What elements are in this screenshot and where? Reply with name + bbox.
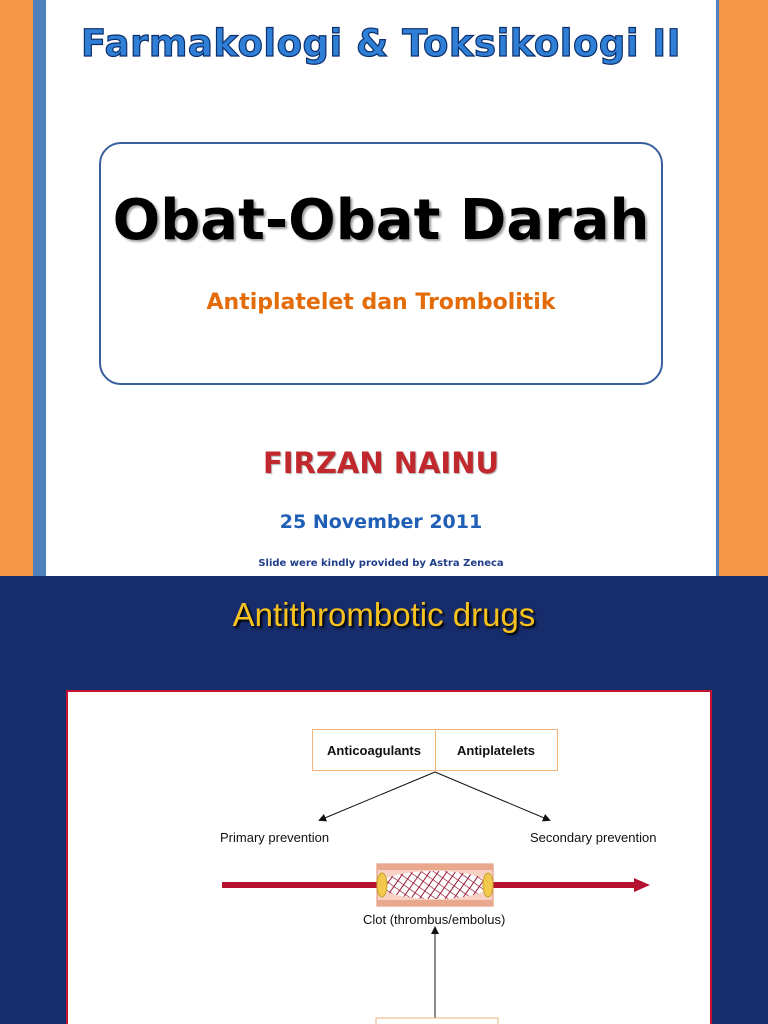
clot-mesh	[380, 871, 490, 899]
right-orange-bar	[716, 0, 768, 576]
main-title: Obat-Obat Darah	[112, 188, 650, 253]
antithrombotic-figure	[66, 690, 712, 1024]
clot-cap-left	[377, 873, 387, 897]
arrow-to-primary	[320, 772, 435, 820]
title-box	[99, 142, 663, 385]
slide-title: Antithrombotic drugs	[232, 596, 536, 633]
bottom-box	[376, 1018, 498, 1024]
clot-cap-right	[483, 873, 493, 897]
clot-label: Clot (thrombus/embolus)	[363, 912, 506, 927]
figure-drawing	[68, 692, 710, 1024]
arrow-to-secondary	[435, 772, 549, 820]
course-title: Farmakologi & Toksikologi II	[81, 22, 681, 65]
presentation-date: 25 November 2011	[279, 511, 483, 533]
antiplatelets-label: Antiplatelets	[456, 742, 535, 758]
author-name: FIRZAN NAINU	[262, 446, 500, 480]
anticoagulants-label: Anticoagulants	[313, 730, 436, 770]
antithrombotic-slide	[0, 576, 768, 1024]
left-orange-bar	[0, 0, 33, 576]
left-blue-bar	[33, 0, 46, 576]
vessel-wall-top	[377, 864, 493, 870]
credit-line: Slide were kindly provided by Astra Zeneca	[258, 558, 504, 569]
vessel-wall-bottom	[377, 900, 493, 906]
vessel-arrowhead	[634, 878, 650, 892]
secondary-prevention-label: Secondary prevention	[530, 830, 657, 845]
subtitle: Antiplatelet dan Trombolitik	[206, 290, 556, 315]
primary-prevention-label: Primary prevention	[220, 830, 330, 845]
